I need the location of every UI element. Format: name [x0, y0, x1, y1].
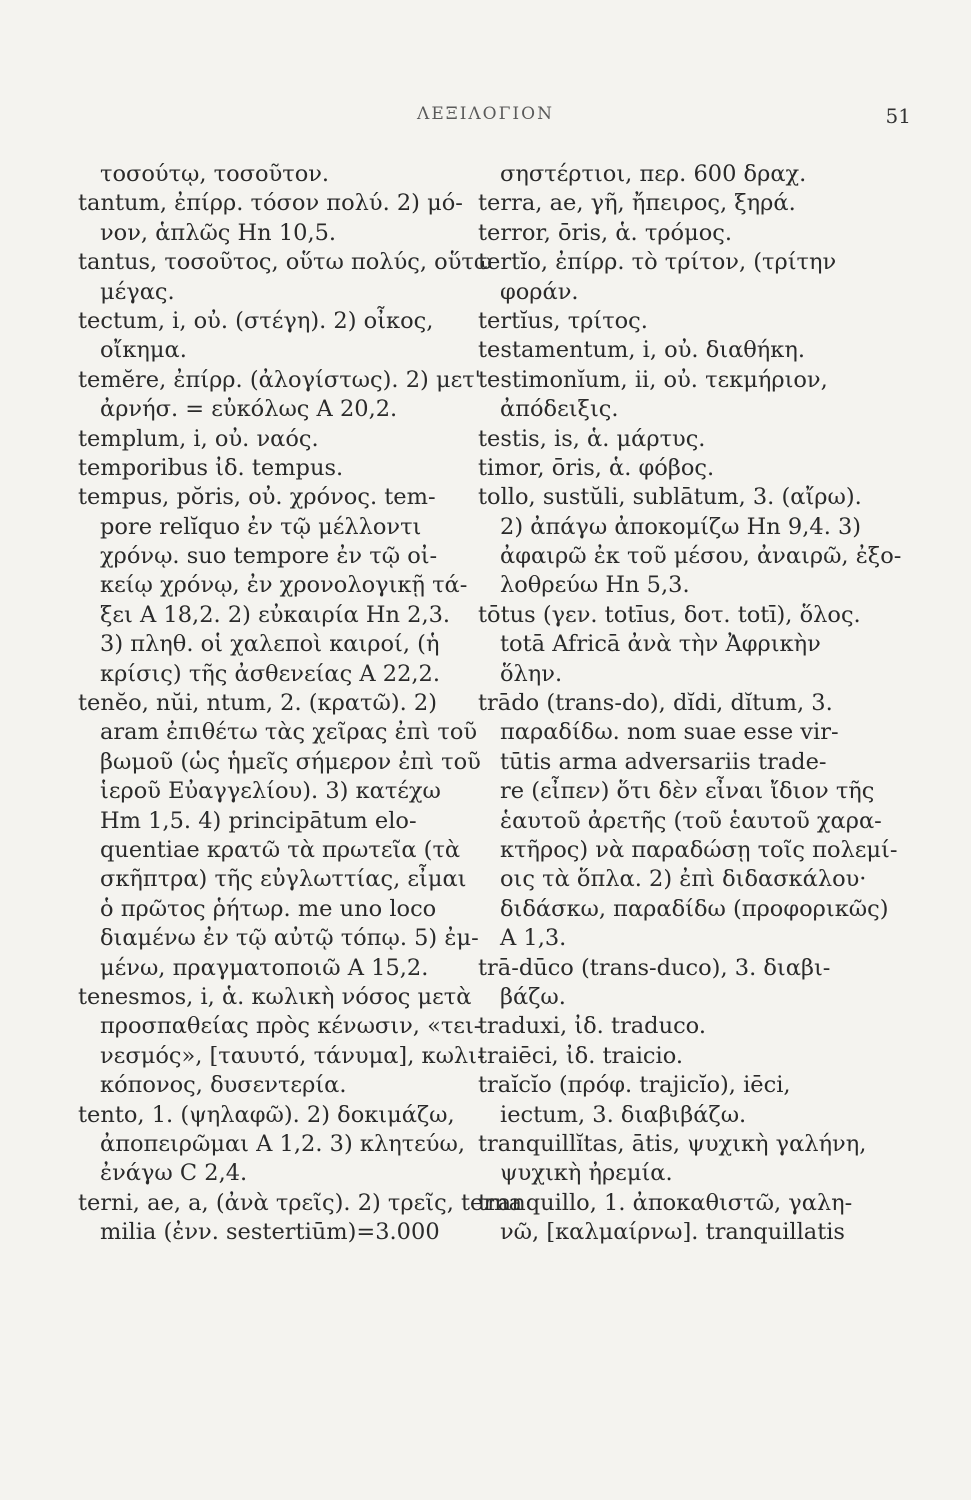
dictionary-line: σηστέρτιοι, περ. 600 δραχ.: [500, 161, 807, 187]
dictionary-line: quentiae κρατῶ τὰ πρωτεῖα (τὰ: [100, 836, 461, 863]
dictionary-line: φοράν.: [500, 278, 579, 305]
dictionary-line: temporibus ἰδ. tempus.: [78, 454, 344, 481]
dictionary-line: re (εἶπεν) ὅτι δὲν εἶναι ἴδιον τῆς: [500, 778, 875, 805]
dictionary-line: tollo, sustŭli, sublātum, 3. (αἴρω).: [478, 484, 862, 511]
dictionary-line: ἀρνήσ. = εὐκόλως A 20,2.: [100, 396, 398, 423]
dictionary-line: 3) πληθ. οἱ χαλεποὶ καιροί, (ἡ: [100, 631, 440, 658]
dictionary-line: βάζω.: [500, 983, 566, 1010]
dictionary-line: τοσούτῳ, τοσοῦτον.: [100, 161, 330, 187]
dictionary-line: trādo (trans-do), dĭdi, dĭtum, 3.: [478, 690, 833, 717]
dictionary-line: iectum, 3. διαβιβάζω.: [500, 1101, 747, 1128]
dictionary-line: οις τὰ ὅπλα. 2) ἐπὶ διδασκάλου·: [500, 866, 867, 893]
dictionary-line: ψυχικὴ ἠρεμία.: [500, 1160, 673, 1187]
dictionary-line: ἀποπειρῶμαι A 1,2. 3) κλητεύω,: [100, 1130, 465, 1157]
dictionary-line: ἀπόδειξις.: [500, 396, 619, 423]
dictionary-line: timor, ōris, ἁ. φόβος.: [478, 454, 715, 481]
dictionary-line: pore relĭquo ἐν τῷ μέλλοντι: [100, 513, 422, 540]
dictionary-line: νον, ἁπλῶς Hn 10,5.: [100, 219, 337, 246]
dictionary-line: testis, is, ἁ. μάρτυς.: [478, 425, 706, 452]
dictionary-line: tranquillĭtas, ātis, ψυχικὴ γαλήνη,: [478, 1130, 867, 1157]
dictionary-line: traĭcĭo (πρόφ. trajicĭo), iēci,: [478, 1072, 791, 1099]
page-number: 51: [885, 104, 911, 128]
dictionary-line: tūtis arma adversariis trade-: [500, 748, 827, 775]
dictionary-line: tertĭus, τρίτος.: [478, 307, 648, 334]
dictionary-line: testamentum, i, οὐ. διαθήκη.: [478, 337, 805, 364]
dictionary-line: σκῆπτρα) τῆς εὐγλωττίας, εἶμαι: [100, 866, 467, 893]
dictionary-line: A 1,3.: [500, 925, 567, 952]
dictionary-line: terror, ōris, ἁ. τρόμος.: [478, 219, 732, 246]
dictionary-line: ὁ πρῶτος ῥήτωρ. me uno loco: [100, 895, 437, 922]
dictionary-line: διδάσκω, παραδίδω (προφορικῶς): [500, 895, 889, 922]
dictionary-line: κτῆρος) νὰ παραδώσῃ τοῖς πολεμί-: [500, 836, 898, 863]
dictionary-line: trā-dūco (trans-duco), 3. διαβι-: [478, 954, 831, 981]
dictionary-line: μένω, πραγματοποιῶ A 15,2.: [100, 954, 429, 981]
dictionary-line: terra, ae, γῆ, ἤπειρος, ξηρά.: [478, 190, 796, 217]
dictionary-line: tōtus (γεν. totīus, δοτ. totī), ὅλος.: [478, 601, 861, 628]
dictionary-line: aram ἐπιθέτω τὰς χεῖρας ἐπὶ τοῦ: [100, 719, 478, 746]
dictionary-line: οἴκημα.: [100, 337, 187, 364]
dictionary-line: λοθρεύω Hn 5,3.: [500, 572, 690, 599]
dictionary-line: traduxi, ἰδ. traduco.: [478, 1013, 706, 1040]
dictionary-line: templum, i, οὐ. ναός.: [78, 425, 319, 452]
dictionary-line: testimonĭum, ii, οὐ. τεκμήριον,: [478, 366, 828, 393]
dictionary-line: νεσμός», [ταυυτό, τάνυμα], κωλι-: [100, 1042, 485, 1069]
dictionary-line: χρόνῳ. suo tempore ἐν τῷ οἰ-: [100, 543, 438, 570]
running-header: ΛΕΞΙΛΟΓΙΟΝ: [417, 104, 554, 124]
dictionary-line: ξει A 18,2. 2) εὐκαιρία Hn 2,3.: [100, 601, 451, 628]
dictionary-line: tranquillo, 1. ἀποκαθιστῶ, γαλη-: [478, 1189, 853, 1216]
left-column: [78, 160, 523, 1247]
dictionary-line: νῶ, [καλμαίρνω]. tranquillatis: [500, 1219, 845, 1246]
dictionary-line: ἱεροῦ Εὐαγγελίου). 3) κατέχω: [100, 778, 441, 805]
dictionary-line: totā Africā ἀνὰ τὴν Ἀφρικὴν: [500, 631, 821, 658]
dictionary-line: ἀφαιρῶ ἐκ τοῦ μέσου, ἀναιρῶ, ἐξο-: [500, 543, 902, 570]
dictionary-line: βωμοῦ (ὡς ἡμεῖς σήμερον ἐπὶ τοῦ: [100, 748, 481, 775]
right-column: [478, 160, 902, 1247]
dictionary-line: 2) ἀπάγω ἀποκομίζω Hn 9,4. 3): [500, 513, 862, 540]
dictionary-line: terni, ae, a, (ἀνὰ τρεῖς). 2) τρεῖς, terna: [78, 1189, 523, 1216]
dictionary-line: tertĭo, ἐπίρρ. τὸ τρίτον, (τρίτην: [478, 249, 837, 276]
dictionary-line: ὅλην.: [500, 660, 563, 687]
dictionary-line: traiēci, ἰδ. traicio.: [478, 1042, 684, 1069]
dictionary-line: milia (ἐνν. sestertiūm)=3.000: [100, 1219, 440, 1246]
dictionary-line: διαμένω ἐν τῷ αὐτῷ τόπῳ. 5) ἐμ-: [100, 925, 479, 952]
dictionary-line: tantus, τοσοῦτος, οὕτω πολύς, οὕτω: [78, 249, 493, 276]
dictionary-line: προσπαθείας πρὸς κένωσιν, «τει-: [100, 1013, 482, 1040]
dictionary-line: temĕre, ἐπίρρ. (ἀλογίστως). 2) μετ': [78, 366, 481, 393]
dictionary-line: κείῳ χρόνῳ, ἐν χρονολογικῇ τά-: [100, 572, 468, 599]
dictionary-line: tenĕo, nŭi, ntum, 2. (κρατῶ). 2): [78, 690, 438, 717]
dictionary-line: μέγας.: [100, 278, 175, 305]
dictionary-line: Hm 1,5. 4) principātum elo-: [100, 807, 417, 834]
dictionary-line: ἑαυτοῦ ἀρετῆς (τοῦ ἑαυτοῦ χαρα-: [500, 807, 882, 834]
dictionary-line: tento, 1. (ψηλαφῶ). 2) δοκιμάζω,: [78, 1101, 455, 1128]
dictionary-line: παραδίδω. nom suae esse vir-: [500, 719, 839, 746]
dictionary-line: tenesmos, i, ἁ. κωλικὴ νόσος μετὰ: [78, 983, 472, 1010]
dictionary-line: tantum, ἐπίρρ. τόσον πολύ. 2) μό-: [78, 190, 463, 217]
dictionary-line: ἐνάγω C 2,4.: [100, 1160, 248, 1187]
dictionary-line: κρίσις) τῆς ἀσθενείας A 22,2.: [100, 660, 441, 687]
dictionary-line: tectum, i, οὐ. (στέγη). 2) οἶκος,: [78, 307, 434, 334]
dictionary-line: κόπονος, δυσεντερία.: [100, 1072, 347, 1099]
dictionary-line: tempus, pŏris, οὐ. χρόνος. tem-: [78, 484, 436, 511]
